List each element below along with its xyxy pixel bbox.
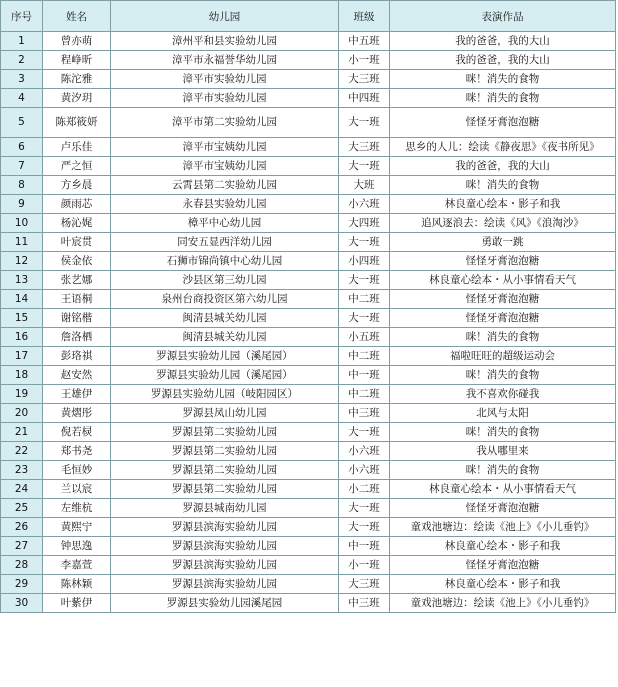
- cell-class: 小五班: [339, 328, 390, 347]
- cell-work: 咪！消失的食物: [390, 328, 616, 347]
- cell-no: 28: [1, 556, 43, 575]
- cell-name: 李嘉萱: [43, 556, 111, 575]
- cell-no: 15: [1, 309, 43, 328]
- cell-school: 闽清县城关幼儿园: [111, 309, 339, 328]
- header-row: [1, 1, 616, 32]
- cell-no: 17: [1, 347, 43, 366]
- cell-no: 5: [1, 108, 43, 138]
- cell-school: 漳州平和县实验幼儿园: [111, 32, 339, 51]
- cell-name: 左维杭: [43, 499, 111, 518]
- table-row: [1, 157, 616, 176]
- cell-name: 黄汐玥: [43, 89, 111, 108]
- cell-class: 大三班: [339, 138, 390, 157]
- cell-school: 漳平市实验幼儿园: [111, 70, 339, 89]
- cell-name: 陈林颖: [43, 575, 111, 594]
- cell-school: 漳平市宝姨幼儿园: [111, 138, 339, 157]
- cell-class: 小六班: [339, 461, 390, 480]
- cell-school: 漳平市实验幼儿园: [111, 89, 339, 108]
- cell-name: 程峥昕: [43, 51, 111, 70]
- cell-work: 咪！消失的食物: [390, 461, 616, 480]
- table-row: [1, 176, 616, 195]
- table-row: [1, 518, 616, 537]
- cell-name: 黄熙宁: [43, 518, 111, 537]
- cell-name: 王语桐: [43, 290, 111, 309]
- cell-work: 童戏池塘边：绘读《池上》《小儿垂钓》: [390, 594, 616, 613]
- cell-name: 倪若棂: [43, 423, 111, 442]
- table-row: [1, 233, 616, 252]
- cell-name: 方乡晨: [43, 176, 111, 195]
- cell-school: 罗源县第二实验幼儿园: [111, 442, 339, 461]
- header-no: 序号: [1, 1, 43, 32]
- cell-school: 泉州台商投资区第六幼儿园: [111, 290, 339, 309]
- cell-school: 漳平市宝姨幼儿园: [111, 157, 339, 176]
- cell-no: 22: [1, 442, 43, 461]
- cell-name: 赵安然: [43, 366, 111, 385]
- cell-school: 罗源县实验幼儿园（溪尾园）: [111, 366, 339, 385]
- cell-work: 咪！消失的食物: [390, 423, 616, 442]
- table-row: [1, 461, 616, 480]
- cell-name: 彭珞祺: [43, 347, 111, 366]
- cell-name: 侯金依: [43, 252, 111, 271]
- table-row: [1, 423, 616, 442]
- cell-school: 罗源县城南幼儿园: [111, 499, 339, 518]
- cell-no: 18: [1, 366, 43, 385]
- table-row: [1, 214, 616, 233]
- cell-class: 大四班: [339, 214, 390, 233]
- table-row: [1, 271, 616, 290]
- cell-work: 林良童心绘本・影子和我: [390, 575, 616, 594]
- cell-no: 30: [1, 594, 43, 613]
- cell-no: 12: [1, 252, 43, 271]
- header-name: 姓名: [43, 1, 111, 32]
- cell-name: 陈沱雅: [43, 70, 111, 89]
- cell-class: 中三班: [339, 404, 390, 423]
- cell-no: 19: [1, 385, 43, 404]
- cell-no: 11: [1, 233, 43, 252]
- cell-name: 黄熠彤: [43, 404, 111, 423]
- cell-no: 26: [1, 518, 43, 537]
- cell-work: 我不喜欢你碰我: [390, 385, 616, 404]
- cell-no: 14: [1, 290, 43, 309]
- cell-work: 林良童心绘本・影子和我: [390, 195, 616, 214]
- cell-name: 谢铭楷: [43, 309, 111, 328]
- header-work: 表演作品: [390, 1, 616, 32]
- cell-school: 罗源县实验幼儿园溪尾园: [111, 594, 339, 613]
- cell-class: 中一班: [339, 537, 390, 556]
- cell-work: 我从哪里来: [390, 442, 616, 461]
- cell-name: 卢乐佳: [43, 138, 111, 157]
- cell-name: 郑书尧: [43, 442, 111, 461]
- cell-school: 罗源县滨海实验幼儿园: [111, 537, 339, 556]
- cell-work: 怪怪牙膏泡泡糖: [390, 309, 616, 328]
- cell-no: 29: [1, 575, 43, 594]
- cell-name: 叶紫伊: [43, 594, 111, 613]
- cell-class: 中五班: [339, 32, 390, 51]
- cell-work: 咪！消失的食物: [390, 70, 616, 89]
- cell-school: 云霄县第二实验幼儿园: [111, 176, 339, 195]
- cell-work: 怪怪牙膏泡泡糖: [390, 556, 616, 575]
- table-row: [1, 309, 616, 328]
- cell-school: 罗源县凤山幼儿园: [111, 404, 339, 423]
- table-row: [1, 385, 616, 404]
- cell-class: 中四班: [339, 89, 390, 108]
- cell-class: 小六班: [339, 195, 390, 214]
- cell-work: 思乡的人儿：绘读《静夜思》《夜书所见》: [390, 138, 616, 157]
- cell-school: 罗源县滨海实验幼儿园: [111, 575, 339, 594]
- cell-school: 罗源县滨海实验幼儿园: [111, 518, 339, 537]
- table-row: [1, 328, 616, 347]
- cell-no: 13: [1, 271, 43, 290]
- cell-class: 中二班: [339, 385, 390, 404]
- cell-work: 怪怪牙膏泡泡糖: [390, 499, 616, 518]
- table-row: [1, 108, 616, 138]
- cell-no: 7: [1, 157, 43, 176]
- cell-name: 钟思逸: [43, 537, 111, 556]
- table-row: [1, 138, 616, 157]
- table-row: [1, 442, 616, 461]
- table-row: [1, 404, 616, 423]
- cell-no: 23: [1, 461, 43, 480]
- cell-class: 中二班: [339, 290, 390, 309]
- table-row: [1, 70, 616, 89]
- cell-no: 8: [1, 176, 43, 195]
- cell-class: 大一班: [339, 233, 390, 252]
- cell-school: 永春县实验幼儿园: [111, 195, 339, 214]
- cell-class: 中二班: [339, 347, 390, 366]
- cell-class: 中一班: [339, 366, 390, 385]
- table-row: [1, 575, 616, 594]
- cell-work: 我的爸爸，我的大山: [390, 157, 616, 176]
- table-row: [1, 556, 616, 575]
- cell-no: 1: [1, 32, 43, 51]
- cell-school: 罗源县第二实验幼儿园: [111, 461, 339, 480]
- cell-school: 漳平市永福誉华幼儿园: [111, 51, 339, 70]
- table-row: [1, 366, 616, 385]
- table-row: [1, 290, 616, 309]
- cell-school: 闽清县城关幼儿园: [111, 328, 339, 347]
- cell-no: 3: [1, 70, 43, 89]
- cell-name: 张艺娜: [43, 271, 111, 290]
- cell-work: 林良童心绘本・从小事情看天气: [390, 480, 616, 499]
- cell-class: 小一班: [339, 51, 390, 70]
- cell-work: 追风逐浪去：绘读《风》《浪淘沙》: [390, 214, 616, 233]
- cell-school: 罗源县实验幼儿园（溪尾园）: [111, 347, 339, 366]
- table-row: [1, 347, 616, 366]
- cell-no: 9: [1, 195, 43, 214]
- table-row: [1, 51, 616, 70]
- cell-name: 陈郑筱妍: [43, 108, 111, 138]
- cell-work: 我的爸爸，我的大山: [390, 51, 616, 70]
- table-row: [1, 480, 616, 499]
- cell-work: 北风与太阳: [390, 404, 616, 423]
- cell-name: 兰以宸: [43, 480, 111, 499]
- cell-work: 咪！消失的食物: [390, 366, 616, 385]
- cell-class: 小六班: [339, 442, 390, 461]
- cell-name: 毛恒妙: [43, 461, 111, 480]
- cell-work: 我的爸爸，我的大山: [390, 32, 616, 51]
- cell-work: 林良童心绘本・影子和我: [390, 537, 616, 556]
- cell-class: 大一班: [339, 423, 390, 442]
- cell-no: 4: [1, 89, 43, 108]
- cell-school: 石狮市锦尚镇中心幼儿园: [111, 252, 339, 271]
- cell-no: 24: [1, 480, 43, 499]
- cell-no: 27: [1, 537, 43, 556]
- header-school: 幼儿园: [111, 1, 339, 32]
- cell-class: 小一班: [339, 556, 390, 575]
- cell-school: 罗源县滨海实验幼儿园: [111, 556, 339, 575]
- table-row: [1, 537, 616, 556]
- cell-work: 童戏池塘边：绘读《池上》《小儿垂钓》: [390, 518, 616, 537]
- cell-school: 沙县区第三幼儿园: [111, 271, 339, 290]
- cell-name: 詹洛栖: [43, 328, 111, 347]
- cell-work: 咪！消失的食物: [390, 89, 616, 108]
- table-row: [1, 32, 616, 51]
- cell-no: 6: [1, 138, 43, 157]
- table-row: [1, 195, 616, 214]
- cell-work: 福啦旺旺的超级运动会: [390, 347, 616, 366]
- cell-no: 10: [1, 214, 43, 233]
- cell-name: 王雄伊: [43, 385, 111, 404]
- cell-class: 小四班: [339, 252, 390, 271]
- cell-work: 怪怪牙膏泡泡糖: [390, 252, 616, 271]
- cell-class: 大班: [339, 176, 390, 195]
- cell-class: 大一班: [339, 499, 390, 518]
- cell-class: 大一班: [339, 108, 390, 138]
- cell-class: 大一班: [339, 157, 390, 176]
- cell-school: 同安五显西洋幼儿园: [111, 233, 339, 252]
- cell-work: 林良童心绘本・从小事情看天气: [390, 271, 616, 290]
- cell-class: 大一班: [339, 518, 390, 537]
- cell-name: 叶宸贯: [43, 233, 111, 252]
- cell-no: 20: [1, 404, 43, 423]
- cell-name: 曾亦萌: [43, 32, 111, 51]
- cell-no: 25: [1, 499, 43, 518]
- cell-school: 樟平中心幼儿园: [111, 214, 339, 233]
- cell-name: 严之恒: [43, 157, 111, 176]
- cell-work: 咪！消失的食物: [390, 176, 616, 195]
- cell-class: 大一班: [339, 271, 390, 290]
- cell-class: 中三班: [339, 594, 390, 613]
- cell-school: 罗源县第二实验幼儿园: [111, 423, 339, 442]
- cell-school: 漳平市第二实验幼儿园: [111, 108, 339, 138]
- table-row: [1, 252, 616, 271]
- cell-class: 大三班: [339, 575, 390, 594]
- cell-work: 怪怪牙膏泡泡糖: [390, 108, 616, 138]
- cell-no: 21: [1, 423, 43, 442]
- table-body: [1, 32, 616, 613]
- cell-work: 勇敢一跳: [390, 233, 616, 252]
- cell-class: 小二班: [339, 480, 390, 499]
- table-row: [1, 499, 616, 518]
- cell-class: 大一班: [339, 309, 390, 328]
- cell-school: 罗源县实验幼儿园（岐阳园区）: [111, 385, 339, 404]
- cell-school: 罗源县第二实验幼儿园: [111, 480, 339, 499]
- cell-name: 颜雨芯: [43, 195, 111, 214]
- cell-work: 怪怪牙膏泡泡糖: [390, 290, 616, 309]
- cell-class: 大三班: [339, 70, 390, 89]
- cell-no: 16: [1, 328, 43, 347]
- cell-no: 2: [1, 51, 43, 70]
- header-class: 班级: [339, 1, 390, 32]
- table-row: [1, 594, 616, 613]
- table-row: [1, 89, 616, 108]
- cell-name: 杨沁娓: [43, 214, 111, 233]
